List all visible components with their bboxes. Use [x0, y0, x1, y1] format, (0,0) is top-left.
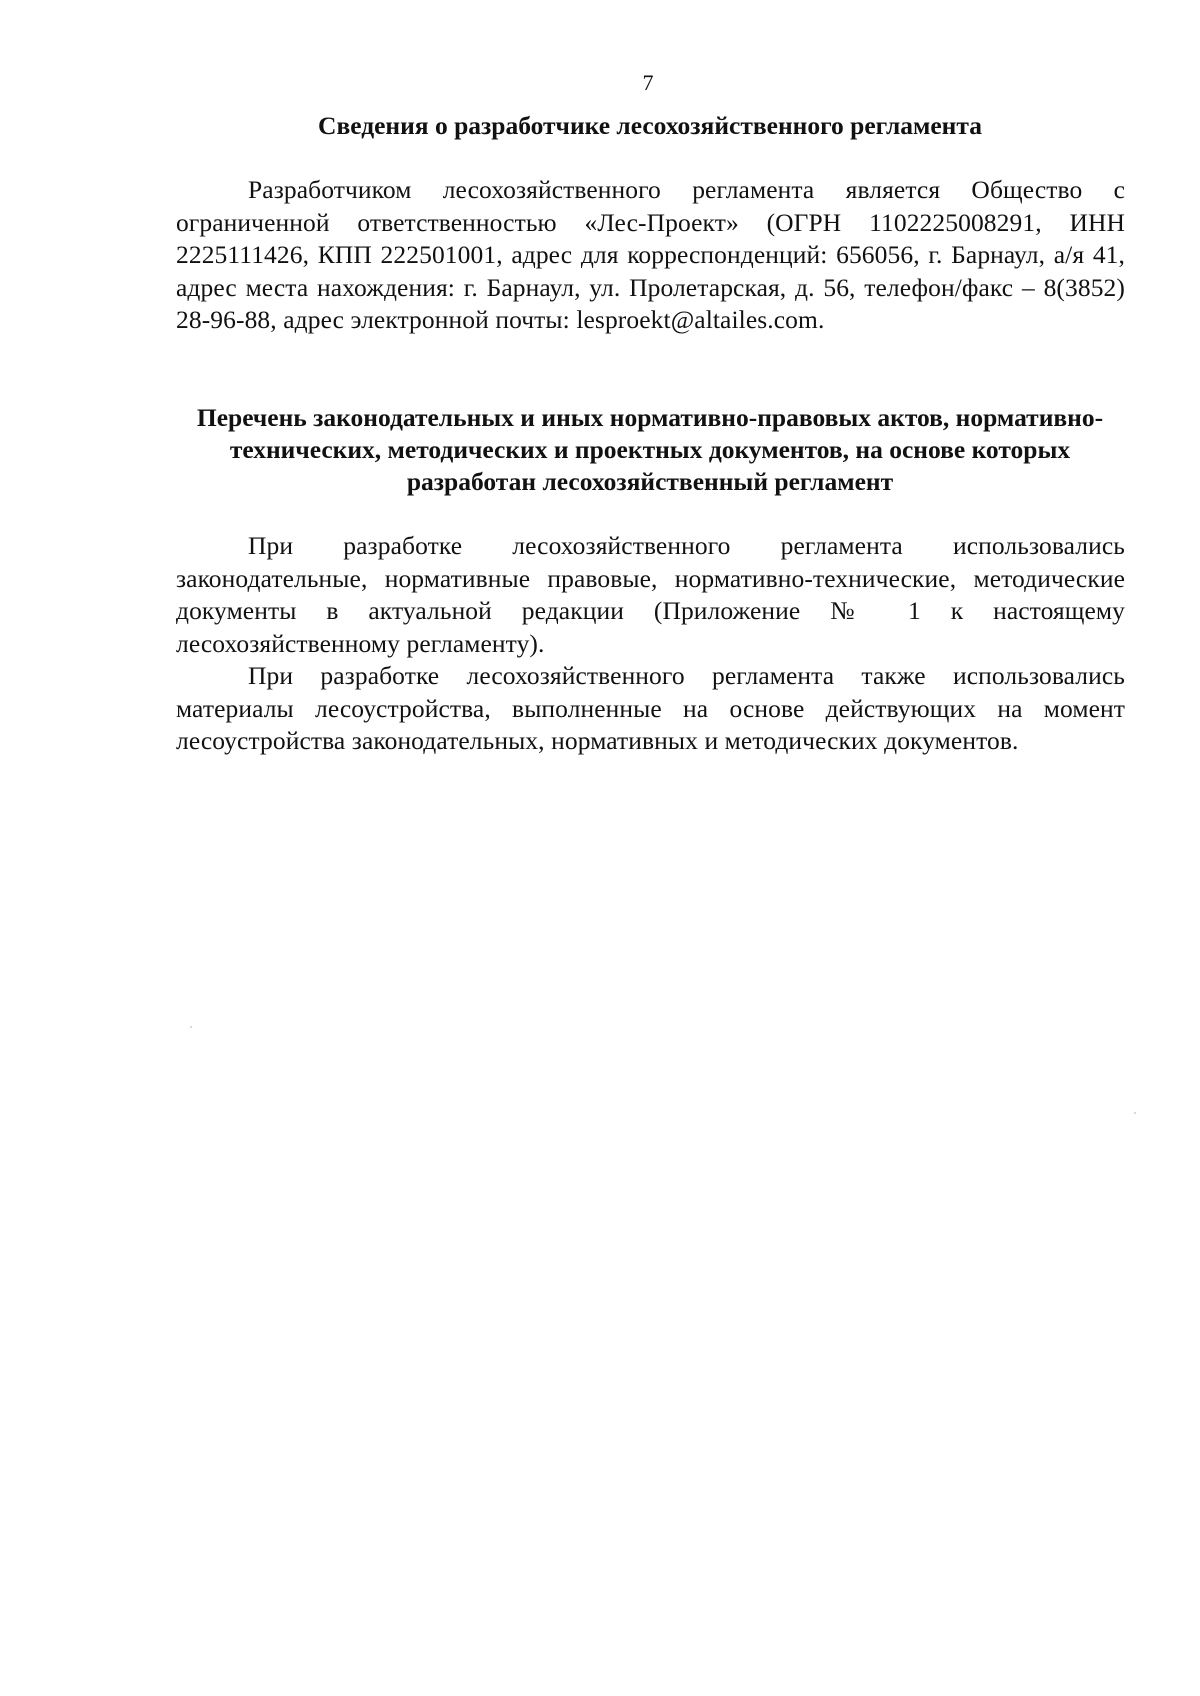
- page-number: 7: [642, 70, 654, 95]
- scan-speck: [1134, 1112, 1136, 1114]
- regulatory-documents-paragraph-1: При разработке лесохозяйственного регламента использовались законодательные, нормативные правовые, нормативно-технические, методические документы в актуальной редакции (Приложение № 1 к настоящему лесохозяйственному регламенту).: [176, 531, 1125, 658]
- regulatory-documents-heading: Перечень законодательных и иных нормативно-правовых актов, нормативно-технических, методических и проектных документов, на основе которых разработан лесохозяйственный регламент: [196, 403, 1104, 496]
- scan-speck: [190, 1026, 192, 1028]
- developer-info-paragraph: Разработчиком лесохозяйственного регламента является Общество с ограниченной ответственностью «Лес-Проект» (ОГРН 1102225008291, ИНН 2225111426, КПП 222501001, адрес для корреспонденций: 656056, г. Барнаул, а/я 41, адрес места нахождения: г. Барнаул, ул. Пролетарская, д. 56, телефон/факс – 8(3852) 28-96-88, адрес электронной почты: lesproekt@altailes.com.: [176, 175, 1125, 334]
- regulatory-documents-paragraph-2: При разработке лесохозяйственного регламента также использовались материалы лесоустройства, выполненные на основе действующих на момент лесоустройства законодательных, нормативных и методических документов.: [176, 661, 1125, 755]
- developer-info-heading: Сведения о разработчике лесохозяйственного регламента: [318, 111, 982, 140]
